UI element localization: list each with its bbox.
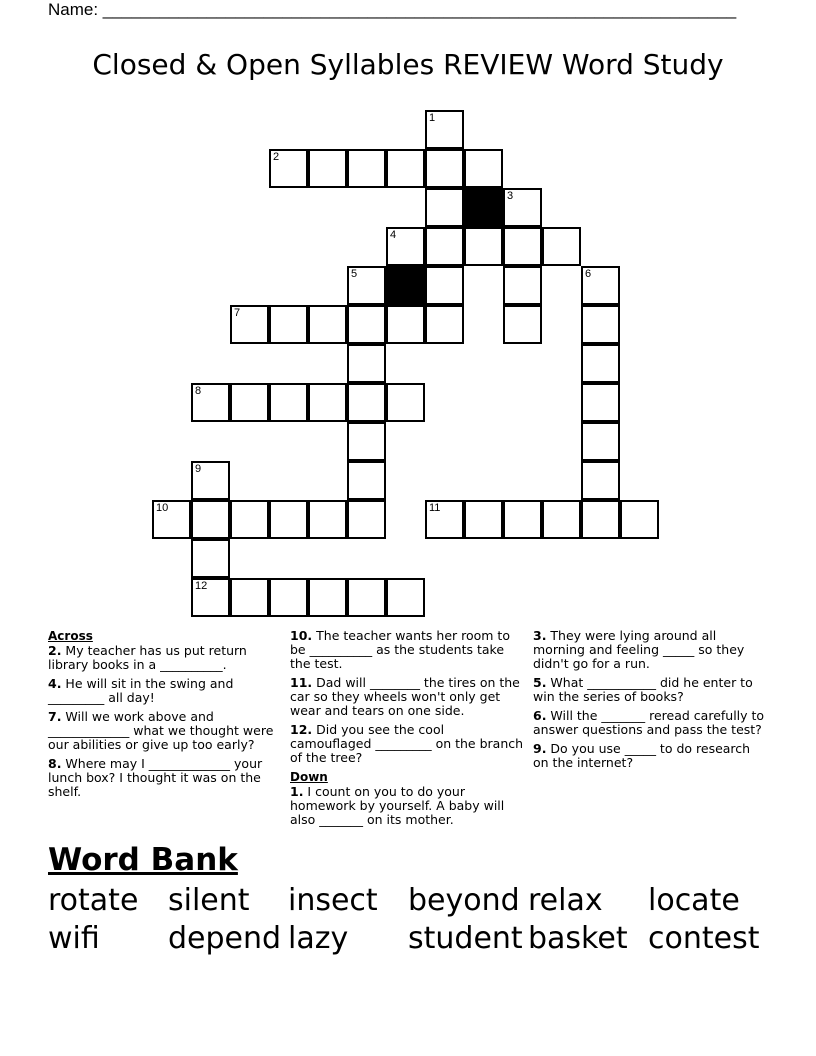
crossword-cell[interactable]: [425, 149, 464, 188]
crossword-cell[interactable]: [386, 383, 425, 422]
clue: 4. He will sit in the swing and _________ all day!: [48, 676, 234, 705]
crossword-cell[interactable]: [269, 383, 308, 422]
word-bank-word: rotate: [48, 883, 139, 918]
crossword-cell[interactable]: [191, 578, 230, 617]
down-heading: Down: [290, 770, 328, 784]
clue: 1. I count on you to do your homework by yourself. A baby will also _______ on its mother.: [290, 784, 505, 827]
crossword-cell[interactable]: [581, 344, 620, 383]
crossword-cell[interactable]: [191, 539, 230, 578]
crossword-cell[interactable]: [347, 500, 386, 539]
clue: 12. Did you see the cool camouflaged _________ on the branch of the tree?: [290, 722, 524, 765]
crossword-cell[interactable]: [386, 578, 425, 617]
crossword-cell[interactable]: [464, 149, 503, 188]
clue-column-1: [48, 629, 284, 804]
crossword-cell[interactable]: [269, 149, 308, 188]
crossword-cell[interactable]: [230, 305, 269, 344]
crossword-cell[interactable]: [347, 422, 386, 461]
clue-number: 12: [195, 580, 208, 592]
crossword-cell[interactable]: [347, 344, 386, 383]
crossword-cell[interactable]: [425, 305, 464, 344]
word-bank-word: silent: [168, 883, 250, 918]
crossword-cell[interactable]: [425, 500, 464, 539]
clue-number: 9: [195, 463, 202, 475]
clue-number: 8: [195, 385, 202, 397]
word-bank-word: wifi: [48, 921, 100, 956]
crossword-cell[interactable]: [152, 500, 191, 539]
word-bank-word: student: [408, 921, 523, 956]
word-bank-word: basket: [528, 921, 628, 956]
crossword-cell[interactable]: [347, 266, 386, 305]
word-bank-word: insect: [288, 883, 378, 918]
crossword-cell[interactable]: [581, 422, 620, 461]
word-bank-word: contest: [648, 921, 760, 956]
clue-number: 10: [156, 502, 169, 514]
crossword-cell[interactable]: [308, 383, 347, 422]
word-bank-word: depend: [168, 921, 282, 956]
clue-number: 11: [429, 502, 441, 514]
crossword-cell[interactable]: [503, 266, 542, 305]
crossword-cell[interactable]: [581, 500, 620, 539]
crossword-cell[interactable]: [542, 227, 581, 266]
crossword-cell[interactable]: [503, 188, 542, 227]
crossword-cell[interactable]: [269, 578, 308, 617]
crossword-cell[interactable]: [581, 305, 620, 344]
page-title: Closed & Open Syllables REVIEW Word Study: [92, 48, 724, 81]
word-bank-word: lazy: [288, 921, 349, 956]
crossword-cell[interactable]: [386, 305, 425, 344]
crossword-cell[interactable]: [425, 188, 464, 227]
blocked-cell: [464, 188, 503, 227]
crossword-cell[interactable]: [269, 305, 308, 344]
crossword-cell[interactable]: [230, 578, 269, 617]
crossword-cell[interactable]: [308, 149, 347, 188]
clue-number: 7: [234, 307, 241, 319]
clue: 3. They were lying around all morning and feeling _____ so they didn't go for a run.: [533, 628, 745, 671]
crossword-cell[interactable]: [308, 578, 347, 617]
crossword-cell[interactable]: [620, 500, 659, 539]
crossword-cell[interactable]: [191, 461, 230, 500]
crossword-cell[interactable]: [503, 227, 542, 266]
crossword-cell[interactable]: [347, 305, 386, 344]
clue: 8. Where may I _____________ your lunch box? I thought it was on the shelf.: [48, 756, 263, 799]
clue: 5. What ___________ did he enter to win the series of books?: [533, 675, 753, 704]
clue-number: 1: [429, 112, 436, 124]
crossword-cell[interactable]: [581, 266, 620, 305]
clue-number: 2: [273, 151, 280, 163]
clue: 10. The teacher wants her room to be __________ as the students take the test.: [290, 628, 510, 671]
crossword-cell[interactable]: [230, 500, 269, 539]
crossword-cell[interactable]: [581, 383, 620, 422]
crossword-cell[interactable]: [308, 500, 347, 539]
name-field: Name: ___________________________________________________________________: [48, 0, 737, 19]
crossword-cell[interactable]: [347, 461, 386, 500]
crossword-cell[interactable]: [503, 500, 542, 539]
clue-number: 6: [585, 268, 592, 280]
crossword-cell[interactable]: [464, 500, 503, 539]
crossword-cell[interactable]: [269, 500, 308, 539]
crossword-cell[interactable]: [542, 500, 581, 539]
crossword-cell[interactable]: [425, 110, 464, 149]
clue-number: 3: [507, 190, 514, 202]
crossword-cell[interactable]: [425, 266, 464, 305]
clue-column-2: [290, 629, 526, 832]
crossword-cell[interactable]: [425, 227, 464, 266]
clue-number: 5: [351, 268, 358, 280]
crossword-cell[interactable]: [347, 383, 386, 422]
word-bank-word: relax: [528, 883, 603, 918]
crossword-cell[interactable]: [191, 383, 230, 422]
crossword-cell[interactable]: [347, 578, 386, 617]
crossword-cell[interactable]: [191, 500, 230, 539]
crossword-cell[interactable]: [347, 149, 386, 188]
clue: 6. Will the _______ reread carefully to answer questions and pass the test?: [533, 708, 765, 737]
word-bank-word: beyond: [408, 883, 520, 918]
word-bank-word: locate: [648, 883, 740, 918]
crossword-cell[interactable]: [503, 305, 542, 344]
clue: 9. Do you use _____ to do research on the internet?: [533, 741, 751, 770]
crossword-cell[interactable]: [386, 149, 425, 188]
blocked-cell: [386, 266, 425, 305]
clue-number: 4: [390, 229, 397, 241]
crossword-cell[interactable]: [386, 227, 425, 266]
crossword-cell[interactable]: [308, 305, 347, 344]
crossword-cell[interactable]: [230, 383, 269, 422]
clue: 2. My teacher has us put return library books in a __________.: [48, 643, 247, 672]
crossword-cell[interactable]: [581, 461, 620, 500]
clue: 7. Will we work above and _____________ what we thought were our abilities or give up too early?: [48, 709, 274, 752]
crossword-cell[interactable]: [464, 227, 503, 266]
clue-column-3: [533, 629, 769, 775]
word-bank-title: Word Bank: [48, 842, 238, 878]
clue: 11. Dad will ________ the tires on the car so they wheels won't only get wear and tears on one side.: [290, 675, 520, 718]
across-heading: Across: [48, 629, 93, 643]
